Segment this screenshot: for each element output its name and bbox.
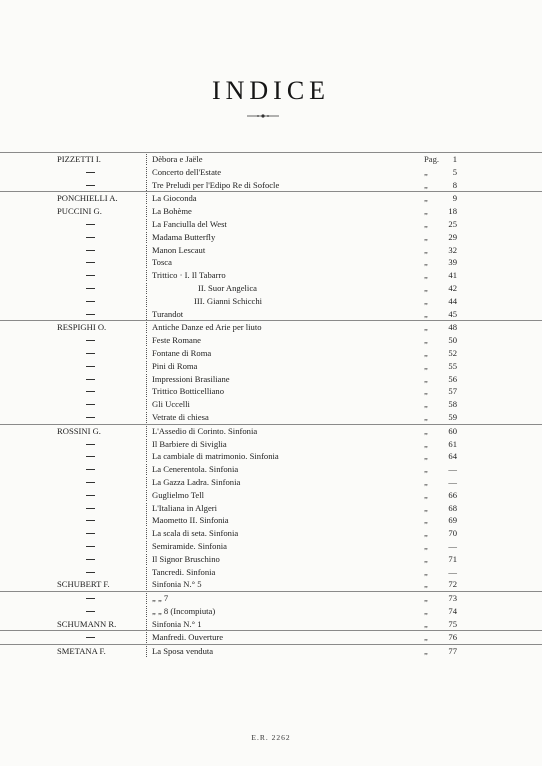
work-title: La scala di seta. Sinfonia — [152, 528, 239, 539]
composer-ditto-dash — [86, 637, 95, 638]
index-row — [0, 553, 542, 566]
page-marker: „ — [424, 231, 428, 242]
page-number: — — [448, 566, 457, 577]
column-separator — [146, 232, 147, 243]
index-row — [0, 578, 542, 591]
page-marker: „ — [424, 179, 428, 190]
work-title: Guglielmo Tell — [152, 489, 204, 500]
page-marker: „ — [424, 373, 428, 384]
work-title: Gli Uccelli — [152, 399, 190, 410]
page-number: 45 — [448, 308, 457, 319]
column-separator — [146, 528, 147, 539]
index-row — [0, 463, 542, 476]
work-title: „ „ 7 — [152, 593, 169, 604]
composer-ditto-dash — [86, 379, 95, 380]
work-title: Tancredi. Sinfonia — [152, 566, 216, 577]
column-separator — [146, 477, 147, 488]
work-title: Turandot — [152, 308, 184, 319]
page-marker: „ — [424, 399, 428, 410]
composer-ditto-dash — [86, 288, 95, 289]
column-separator — [146, 296, 147, 307]
index-row — [0, 527, 542, 540]
column-separator — [146, 283, 147, 294]
page-marker: „ — [424, 206, 428, 217]
work-title: Madama Butterfly — [152, 231, 216, 242]
column-separator — [146, 426, 147, 437]
composer-ditto-dash — [86, 611, 95, 612]
index-row — [0, 398, 542, 411]
composer-name: ROSSINI G. — [57, 425, 101, 436]
page-number: 74 — [448, 605, 457, 616]
work-title: La Bohème — [152, 206, 192, 217]
composer-ditto-dash — [86, 533, 95, 534]
page-number: 29 — [448, 231, 457, 242]
column-separator — [146, 309, 147, 320]
column-separator — [146, 646, 147, 657]
work-title: Sinfonia N.° 5 — [152, 579, 202, 590]
page-number: 42 — [448, 282, 457, 293]
work-title: La Fanciulla del West — [152, 218, 227, 229]
composer-name: SMETANA F. — [57, 646, 106, 657]
composer-ditto-dash — [86, 353, 95, 354]
column-separator — [146, 219, 147, 230]
work-title: Vetrate di chiesa — [152, 411, 209, 422]
composer-ditto-dash — [86, 495, 95, 496]
composer-ditto-dash — [86, 546, 95, 547]
page-title: INDICE — [211, 76, 331, 105]
work-title: Tre Preludi per l'Edipo Re di Sofocle — [152, 179, 280, 190]
index-row — [0, 191, 542, 205]
page-number: 57 — [448, 386, 457, 397]
page-marker: „ — [424, 360, 428, 371]
composer-ditto-dash — [86, 469, 95, 470]
index-row — [0, 618, 542, 631]
page-number: 60 — [448, 425, 457, 436]
column-separator — [146, 348, 147, 359]
composer-name: RESPIGHI O. — [57, 322, 107, 333]
index-row — [0, 450, 542, 463]
page-marker: „ — [424, 218, 428, 229]
column-separator — [146, 180, 147, 191]
column-separator — [146, 167, 147, 178]
composer-ditto-dash — [86, 301, 95, 302]
composer-name: PIZZETTI I. — [57, 154, 101, 164]
column-separator — [146, 579, 147, 590]
page-number: 70 — [448, 528, 457, 539]
page-marker: „ — [424, 322, 428, 333]
index-row — [0, 166, 542, 179]
page-number: 76 — [448, 632, 457, 643]
index-row — [0, 385, 542, 398]
page-number: 69 — [448, 515, 457, 526]
index-row — [0, 630, 542, 644]
composer-ditto-dash — [86, 275, 95, 276]
composer-ditto-dash — [86, 224, 95, 225]
work-title: Impressioni Brasiliane — [152, 373, 230, 384]
page-marker: „ — [424, 476, 428, 487]
composer-ditto-dash — [86, 185, 95, 186]
index-row — [0, 591, 542, 605]
work-title: La cambiale di matrimonio. Sinfonia — [152, 451, 279, 462]
composer-name: SCHUBERT F. — [57, 579, 110, 590]
column-separator — [146, 490, 147, 501]
column-separator — [146, 374, 147, 385]
index-row — [0, 502, 542, 515]
page-marker: „ — [424, 257, 428, 268]
composer-ditto-dash — [86, 444, 95, 445]
composer-ditto-dash — [86, 391, 95, 392]
page-marker: „ — [424, 579, 428, 590]
page-number: 8 — [452, 179, 457, 190]
work-title: Semiramide. Sinfonia — [152, 540, 227, 551]
page-number: 75 — [448, 618, 457, 629]
index-row — [0, 218, 542, 231]
column-separator — [146, 515, 147, 526]
work-title: Manfredi. Ouverture — [152, 632, 224, 643]
page-marker: Pag. — [424, 154, 440, 164]
page-marker: „ — [424, 632, 428, 643]
index-row — [0, 424, 542, 438]
column-separator — [146, 451, 147, 462]
column-separator — [146, 206, 147, 217]
composer-name: PONCHIELLI A. — [57, 193, 118, 204]
page-number: 1 — [452, 154, 457, 164]
index-row — [0, 373, 542, 386]
index-row — [0, 320, 542, 334]
composer-ditto-dash — [86, 366, 95, 367]
column-separator — [146, 503, 147, 514]
composer-name: SCHUMANN R. — [57, 618, 117, 629]
page-marker: „ — [424, 244, 428, 255]
index-row — [0, 360, 542, 373]
page-number: 66 — [448, 489, 457, 500]
page-marker: „ — [424, 386, 428, 397]
work-title: Fontane di Roma — [152, 347, 212, 358]
page-marker: „ — [424, 553, 428, 564]
page-number: — — [448, 464, 457, 475]
work-title: La Cenerentola. Sinfonia — [152, 464, 239, 475]
work-title: Dèbora e Jaële — [152, 154, 203, 164]
page-number: 68 — [448, 502, 457, 513]
work-title: Pini di Roma — [152, 360, 198, 371]
index-row — [0, 644, 542, 658]
composer-ditto-dash — [86, 340, 95, 341]
index-row — [0, 566, 542, 579]
page-number: 39 — [448, 257, 457, 268]
index-row — [0, 334, 542, 347]
publisher-code: E.R. 2262 — [251, 733, 291, 742]
composer-name: PUCCINI G. — [57, 206, 102, 217]
page-number: 71 — [448, 553, 457, 564]
column-separator — [146, 541, 147, 552]
work-title: Maometto II. Sinfonia — [152, 515, 229, 526]
page-marker: „ — [424, 540, 428, 551]
column-separator — [146, 439, 147, 450]
composer-ditto-dash — [86, 559, 95, 560]
composer-ditto-dash — [86, 250, 95, 251]
page-marker: „ — [424, 166, 428, 177]
work-title: L'Assedio di Corinto. Sinfonia — [152, 425, 258, 436]
page-marker: „ — [424, 618, 428, 629]
work-title: Manon Lescaut — [152, 244, 206, 255]
work-title: Tosca — [152, 257, 172, 268]
index-row — [0, 540, 542, 553]
composer-ditto-dash — [86, 482, 95, 483]
page-number: 18 — [448, 206, 457, 217]
page-marker: „ — [424, 502, 428, 513]
page-number: 48 — [448, 322, 457, 333]
work-title: III. Gianni Schicchi — [194, 295, 263, 306]
index-row — [0, 489, 542, 502]
work-title: „ „ 8 (Incompiuta) — [152, 605, 216, 616]
column-separator — [146, 464, 147, 475]
work-title: Antiche Danze ed Arie per liuto — [152, 322, 262, 333]
composer-ditto-dash — [86, 404, 95, 405]
title-ornament-icon — [246, 113, 280, 119]
composer-ditto-dash — [86, 314, 95, 315]
composer-ditto-dash — [86, 456, 95, 457]
page-number: 41 — [448, 270, 457, 281]
column-separator — [146, 412, 147, 423]
index-row — [0, 244, 542, 257]
page-number: 61 — [448, 438, 457, 449]
page-number: 9 — [452, 193, 457, 204]
page-marker: „ — [424, 335, 428, 346]
column-separator — [146, 270, 147, 281]
page-number: 50 — [448, 335, 457, 346]
work-title: Il Signor Bruschino — [152, 553, 220, 564]
page-number: — — [448, 476, 457, 487]
page-marker: „ — [424, 295, 428, 306]
page-marker: „ — [424, 566, 428, 577]
composer-ditto-dash — [86, 262, 95, 263]
page-marker: „ — [424, 308, 428, 319]
work-title: La Gazza Ladra. Sinfonia — [152, 476, 241, 487]
column-separator — [146, 399, 147, 410]
page-number: 32 — [448, 244, 457, 255]
index-row — [0, 231, 542, 244]
column-separator — [146, 193, 147, 204]
page-number: 72 — [448, 579, 457, 590]
composer-ditto-dash — [86, 172, 95, 173]
work-title: L'Italiana in Algeri — [152, 502, 218, 513]
column-separator — [146, 245, 147, 256]
column-separator — [146, 335, 147, 346]
composer-ditto-dash — [86, 520, 95, 521]
column-separator — [146, 322, 147, 333]
composer-ditto-dash — [86, 417, 95, 418]
composer-ditto-dash — [86, 508, 95, 509]
column-separator — [146, 554, 147, 565]
work-title: La Gioconda — [152, 193, 197, 204]
column-separator — [146, 386, 147, 397]
composer-ditto-dash — [86, 237, 95, 238]
page-number: 25 — [448, 218, 457, 229]
index-row — [0, 476, 542, 489]
page-number: 64 — [448, 451, 457, 462]
index-row — [0, 152, 542, 166]
page-number: 77 — [448, 646, 457, 657]
index-row — [0, 347, 542, 360]
page-marker: „ — [424, 347, 428, 358]
page-marker: „ — [424, 605, 428, 616]
page-marker: „ — [424, 411, 428, 422]
column-separator — [146, 593, 147, 604]
index-row — [0, 205, 542, 218]
column-separator — [146, 154, 147, 165]
column-separator — [146, 632, 147, 643]
index-row — [0, 256, 542, 269]
page-number: 58 — [448, 399, 457, 410]
index-table — [0, 152, 542, 658]
page-marker: „ — [424, 270, 428, 281]
index-row — [0, 295, 542, 308]
work-title: Trittico · I. Il Tabarro — [152, 270, 226, 281]
work-title: II. Suor Angelica — [198, 282, 257, 293]
page-marker: „ — [424, 438, 428, 449]
work-title: Trittico Botticelliano — [152, 386, 225, 397]
column-separator — [146, 619, 147, 630]
page-number: 73 — [448, 593, 457, 604]
index-row — [0, 438, 542, 451]
index-row — [0, 269, 542, 282]
column-separator — [146, 361, 147, 372]
column-separator — [146, 567, 147, 578]
page-marker: „ — [424, 489, 428, 500]
index-row — [0, 514, 542, 527]
page-number: 59 — [448, 411, 457, 422]
page-marker: „ — [424, 282, 428, 293]
work-title: Concerto dell'Estate — [152, 166, 222, 177]
composer-ditto-dash — [86, 572, 95, 573]
work-title: Sinfonia N.° 1 — [152, 618, 202, 629]
page-marker: „ — [424, 425, 428, 436]
column-separator — [146, 257, 147, 268]
page-number: 44 — [448, 295, 457, 306]
page-number: 55 — [448, 360, 457, 371]
page-marker: „ — [424, 593, 428, 604]
composer-ditto-dash — [86, 598, 95, 599]
index-row — [0, 605, 542, 618]
work-title: Feste Romane — [152, 335, 201, 346]
page-number: 56 — [448, 373, 457, 384]
page-marker: „ — [424, 528, 428, 539]
column-separator — [146, 606, 147, 617]
page-marker: „ — [424, 646, 428, 657]
page-marker: „ — [424, 193, 428, 204]
page-marker: „ — [424, 464, 428, 475]
page-number: — — [448, 540, 457, 551]
index-row — [0, 411, 542, 424]
work-title: Il Barbiere di Siviglia — [152, 438, 227, 449]
index-row — [0, 308, 542, 321]
index-row — [0, 179, 542, 192]
page-number: 52 — [448, 347, 457, 358]
page-marker: „ — [424, 515, 428, 526]
work-title: La Sposa venduta — [152, 646, 214, 657]
page-number: 5 — [452, 166, 457, 177]
index-row — [0, 282, 542, 295]
page-marker: „ — [424, 451, 428, 462]
